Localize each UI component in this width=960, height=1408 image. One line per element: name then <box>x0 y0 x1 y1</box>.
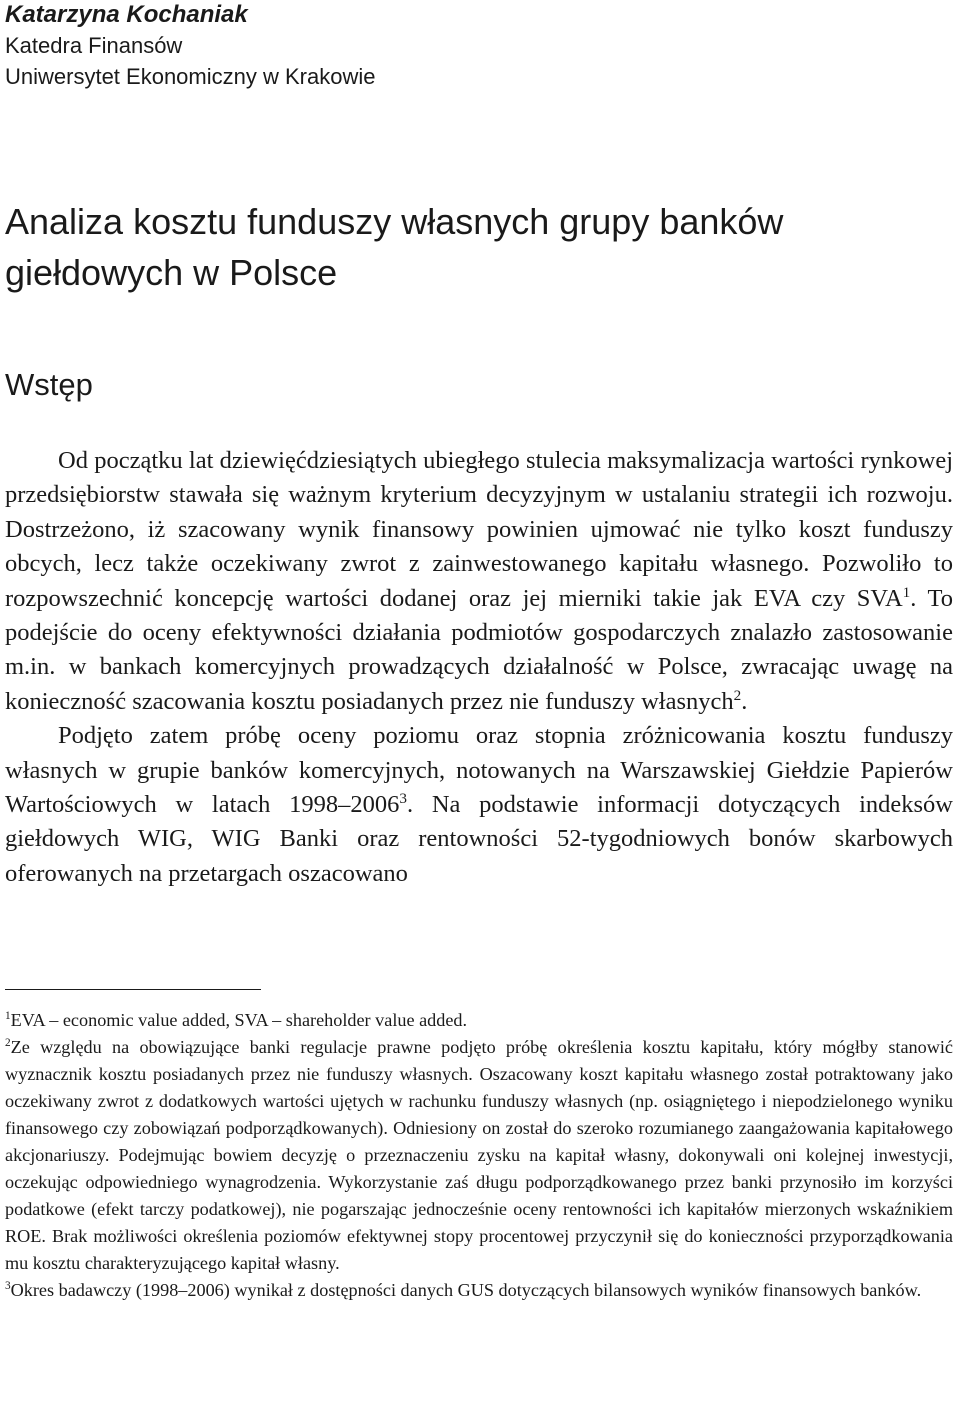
footnote-2 <box>5 1034 953 1277</box>
paragraph-2-part-b: . Na podstawie informacji dotyczących indeksów giełdowych WIG, WIG Banki oraz rentowności 52-tygodniowych bonów skarbowych oferowanych na przetargach oszacowano <box>5 791 954 887</box>
paper-page <box>5 0 953 1408</box>
paragraph-1-part-b: . To podejście do oceny efektywności działania podmiotów gospodarczych znalazło zastosowanie m.in. w bankach komercyjnych prowadzących działalność w Polsce, zwracając uwagę na konieczność szacowania kosztu posiadanych przez nie funduszy własnych <box>5 584 953 715</box>
footnote-number-2: 2 <box>5 1036 11 1049</box>
author-department: Katedra Finansów <box>5 33 183 58</box>
footnotes <box>5 1007 953 1304</box>
footnote-ref-1: 1 <box>902 583 911 601</box>
paragraph-1-part-c: . <box>741 687 748 715</box>
author-university: Uniwersytet Ekonomiczny w Krakowie <box>5 64 376 89</box>
footnote-text-2: Ze względu na obowiązujące banki regulacje prawne podjęto próbę określenia kosztu kapitału, który mógłby stanowić wyznacznik kosztu posiadanych przez nie funduszy własnych. Oszacowany koszt kapitału własnego został potraktowany jako oczekiwany zwrot z dodatkowych wartości ujętych w rachunku funduszy własnych (np. osiągniętego i niepodzielonego wyniku finansowego czy zobowiązań podporządkowanych). Odniesiony on został do szeroko rozumianego zaangażowania kapitałowego akcjonariuszy. Podejmując bowiem decyzję o przeznaczeniu zysku na kapitał własny, dokonywali oni kolejnej inwestycji, oczekując odpowiedniego wynagrodzenia. Wykorzystanie zaś długu podporządkowanego przez banki przynosiło im korzyści podatkowe (efekt tarczy podatkowej), nie pogarszając jednocześnie oceny rentowności ich kapitałów mierzonych wskaźnikiem ROE. Brak możliwości określenia poziomów efektywnej stopy procentowej przyczynił się do konieczności przyporządkowania mu kosztu charakteryzującego kapitał własny. <box>5 1037 953 1273</box>
footnote-1 <box>5 1007 953 1034</box>
author-name: Katarzyna Kochaniak <box>5 1 248 28</box>
paper-title: Analiza kosztu funduszy własnych grupy banków giełdowych w Polsce <box>5 201 784 293</box>
footnote-3 <box>5 1277 953 1304</box>
footnote-text-3: Okres badawczy (1998–2006) wynikał z dostępności danych GUS dotyczących bilansowych wyników finansowych banków. <box>10 1280 922 1300</box>
footnote-ref-2: 2 <box>733 686 742 704</box>
footnote-ref-3: 3 <box>399 789 407 807</box>
body-text <box>5 444 953 891</box>
footnote-number-1: 1 <box>5 1009 11 1022</box>
author-block <box>5 0 375 92</box>
paragraph-2-part-a: Podjęto zatem próbę oceny poziomu oraz stopnia zróżnicowania kosztu funduszy własnych w grupie banków komercyjnych, notowanych na Warszawskiej Giełdzie Papierów Wartościowych w latach 1998–2006 <box>5 722 953 819</box>
footnote-text-1: EVA – economic value added, SVA – shareholder value added. <box>10 1010 468 1030</box>
paragraph-1 <box>5 444 953 719</box>
footnote-separator <box>5 989 261 990</box>
section-heading: Wstęp <box>5 367 93 402</box>
footnote-number-3: 3 <box>5 1279 11 1292</box>
paragraph-2 <box>5 719 953 891</box>
paragraph-1-part-a: Od początku lat dziewięćdziesiątych ubiegłego stulecia maksymalizacja wartości rynkowej przedsiębiorstw stawała się ważnym kryterium decyzyjnym w ustalaniu strategii ich rozwoju. Dostrzeżono, iż szacowany wynik finansowy powinien ujmować nie tylko koszt funduszy obcych, lecz także oczekiwany zwrot z zainwestowanego kapitału własnego. Pozwoliło to rozpowszechnić koncepcję wartości dodanej oraz jej mierniki takie jak EVA czy SVA <box>5 447 953 612</box>
